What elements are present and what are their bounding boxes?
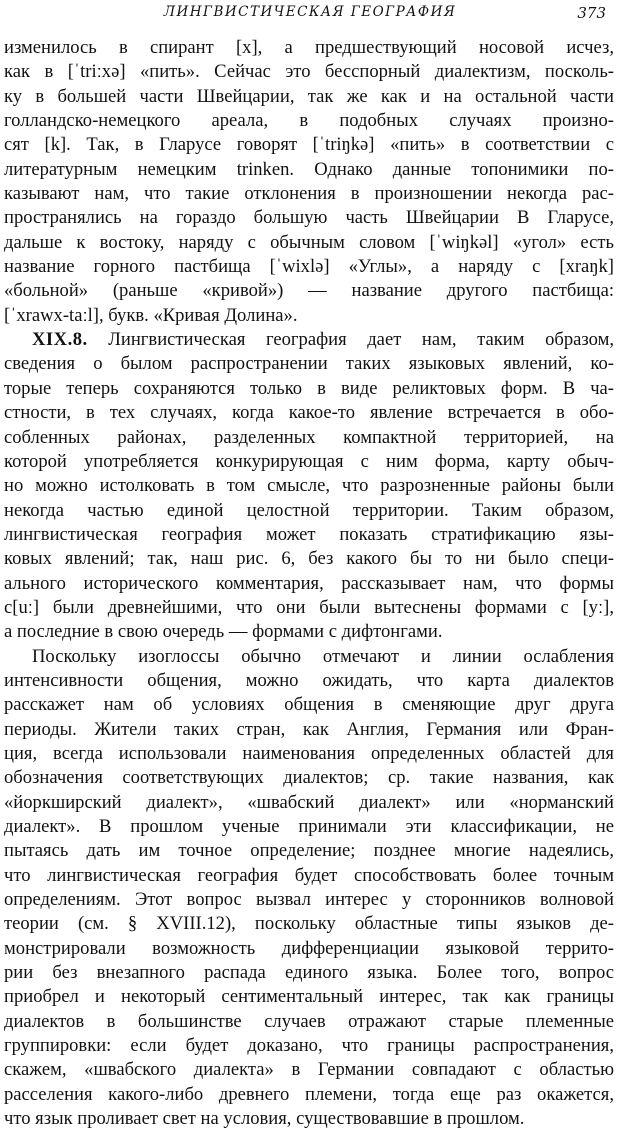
text-line: расскажет нам об условиях общения в сменяющие друг друга <box>4 694 614 716</box>
text-line: изменилось в спирант [x], а предшествующий носовой исчез, <box>4 37 614 58</box>
text-line: группировки: если будет доказано, что границы распространения, <box>4 1035 614 1057</box>
text-line: которой употребляется конкурирующая с ним форма, карту обыч- <box>4 450 614 472</box>
text-line: приобрел и некоторый сентиментальный интерес, так как границы <box>4 986 614 1008</box>
text-line: стности, в тех случаях, когда какое-то явление встречается в обо- <box>4 402 614 424</box>
text-line: лингвистическая география может показать стратификацию язы- <box>4 523 614 545</box>
text-line: что лингвистическая география будет способствовать более точным <box>4 864 614 886</box>
running-title: ЛИНГВИСТИЧЕСКАЯ ГЕОГРАФИЯ <box>163 4 457 20</box>
text-line: сят [k]. Так, в Гларусе говорят [ˈtriŋkə] «пить» в соответствии с <box>4 134 614 156</box>
text-line: некогда частью единой целостной территории. Таким образом, <box>4 499 614 521</box>
paragraph <box>4 328 614 644</box>
section-number: XIX.8. <box>32 329 88 351</box>
text-line: теории (см. § XVIII.12), поскольку областные типы языков де- <box>4 913 614 935</box>
text-line: [ˈxrawx-taːl], букв. «Кривая Долина». <box>4 304 298 326</box>
text-line: как в [ˈtriːxə] «пить». Сейчас это бесспорный диалектизм, посколь- <box>4 61 614 83</box>
text-line: ковых явлений; так, наш рис. 6, без какого бы то ни было специ- <box>4 548 614 570</box>
body-text <box>4 36 614 1131</box>
text-line: интенсивности общения, можно ожидать, что карта диалектов <box>4 669 614 691</box>
paragraph <box>4 645 614 1131</box>
text-line: ального исторического комментария, рассказывает нам, что формы <box>4 572 614 594</box>
text-line: собленных районах, разделенных компактной территорией, на <box>4 426 614 448</box>
text-line: ция, всегда использовали наименования определенных областей для <box>4 742 614 764</box>
page-header <box>0 4 620 26</box>
text-line: скажем, «швабского диалекта» в Германии совпадают с областью <box>4 1059 614 1081</box>
text-line: пытаясь дать им точное определение; позднее многие надеялись, <box>4 840 614 862</box>
text-line: периоды. Жители таких стран, как Англия, Германия или Фран- <box>4 718 614 740</box>
text-line: обозначения соответствующих диалектов; ср. такие названия, как <box>4 767 614 789</box>
page-number: 373 <box>577 4 606 22</box>
text-line: но можно истолковать в том смысле, что разрозненные районы были <box>4 475 614 497</box>
text-line: ку в большей части Швейцарии, так же как и на остальной части <box>4 85 614 107</box>
text-line: рии без внезапного распада единого языка. Более того, вопрос <box>4 962 614 984</box>
text-line: торые теперь сохраняются только в виде реликтовых форм. В ча- <box>4 377 614 399</box>
text-line: «йоркширский диалект», «швабский диалект» или «норманский <box>4 791 614 813</box>
text-line: голландско-немецкого ареала, в подобных случаях произно- <box>4 110 614 132</box>
line-text: Лингвистическая география дает нам, таким образом, <box>108 329 614 351</box>
text-line: литературным немецким trinken. Однако данные топонимики по- <box>4 158 614 180</box>
text-line: расселения какого-либо древнего племени, тогда еще раз окажется, <box>4 1083 614 1105</box>
text-line: казывают нам, что такие отклонения в произношении некогда рас- <box>4 183 614 205</box>
text-line: что язык проливает свет на условия, существовавшие в прошлом. <box>4 1108 525 1130</box>
text-line: сведения о былом распространении таких языковых явлений, ко- <box>4 353 614 375</box>
text-line: c[uː] были древнейшими, что они были вытеснены формами с [yː], <box>4 596 614 618</box>
text-line: диалект». В прошлом ученые принимали эти классификации, не <box>4 816 614 837</box>
paragraph <box>4 36 614 328</box>
text-line: диалектов в большинстве случаев отражают старые племенные <box>4 1010 614 1032</box>
text-line: пространялись на гораздо большую часть Швейцарии В Гларусе, <box>4 207 614 229</box>
text-line: Поскольку изоглоссы обычно отмечают и линии ослабления <box>32 645 614 667</box>
text-line: определениям. Этот вопрос вызвал интерес у сторонников волновой <box>4 889 614 911</box>
text-line: монстрировали возможность дифференциации языковой террито- <box>4 937 614 959</box>
text-line: а последние в свою очередь — формами с дифтонгами. <box>4 621 443 643</box>
text-line: дальше к востоку, наряду с обычным словом [ˈwiŋkəl] «угол» есть <box>4 231 614 253</box>
text-line: «больной» (раньше «кривой») — название другого пастбища: <box>4 280 614 302</box>
text-line: название горного пастбища [ˈwixlə] «Углы», а наряду с [xraŋk] <box>4 256 614 278</box>
text-line <box>4 328 614 352</box>
